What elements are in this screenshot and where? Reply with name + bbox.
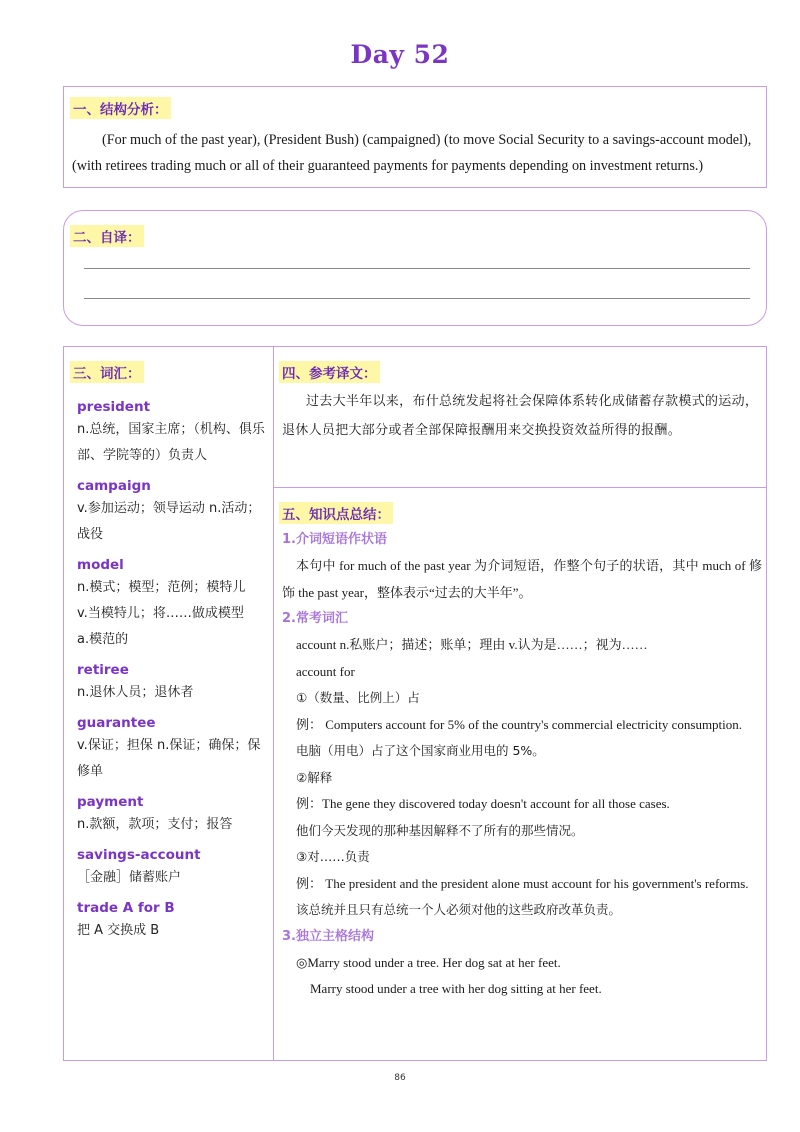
vocab-meaning: n.模式；模型；范例；模特儿 [77,580,246,595]
knowledge-summary-box [273,487,767,1061]
vocab-word: savings-account [77,847,201,863]
reference-translation-label: 四、参考译文： [279,361,380,383]
vocab-meaning: n.总统，国家主席；（机构、俱乐部、学院等的）负责人 [77,422,265,463]
vocab-word: retiree [77,662,129,678]
vocab-meaning: v.参加运动；领导运动 n.活动；战役 [77,501,261,542]
vocab-entry [77,792,269,838]
vocabulary-list [77,397,269,951]
example-translation: 他们今天发现的那种基因解释不了所有的那些情况。 [296,822,584,838]
paragraph: account n.私账户；描述；账单；理由 v.认为是……；视为…… [296,637,648,652]
vocab-meaning: 把 A 交换成 B [77,923,160,938]
vocab-word: president [77,399,151,415]
vocab-entry [77,555,269,653]
vocab-entry [77,713,269,785]
vocab-entry [77,397,269,469]
vocab-meaning: n.退休人员；退休者 [77,685,194,700]
page-number: 86 [394,1073,406,1083]
example-sentence: 例： The president and the president alone must account for his government's reforms. [296,875,749,891]
section-heading: 3.独立主格结构 [282,928,374,944]
vocab-meaning: a.模范的 [77,632,129,647]
paragraph: account for [296,663,355,679]
sense-heading: ③对……负责 [296,849,370,864]
vocab-word: campaign [77,478,151,494]
vocab-word: payment [77,794,144,810]
example-translation: 电脑（用电）占了这个国家商业用电的 5%。 [296,743,545,758]
knowledge-points [282,527,762,1003]
vocab-entry [77,845,269,891]
example-sentence: ◎Marry stood under a tree. Her dog sat at her feet. [296,954,561,970]
vocab-meaning: v.当模特儿；将……做成模型 [77,606,244,621]
example-sentence: Marry stood under a tree with her dog sitting at her feet. [310,981,602,996]
structure-analysis-box [63,86,767,188]
vocab-entry [77,898,269,944]
structure-analysis-label: 一、结构分析： [70,97,171,119]
vocab-meaning: ［金融］储蓄账户 [77,870,182,885]
vocab-word: guarantee [77,715,156,731]
sense-heading: ①（数量、比例上）占 [296,690,420,705]
vocab-meaning: n.款额，款项；支付；报答 [77,817,233,832]
sense-heading: ②解释 [296,769,333,785]
writing-line [84,268,750,269]
reference-translation-box [273,346,767,488]
vocab-meaning: v.保证；担保 n.保证；确保；保修单 [77,738,261,779]
structure-analysis-text: (For much of the past year), (President Bush) (campaigned) (to move Social Security to a savings-account model), (with retirees trading much or all of their guaranteed payments for payments depending on investment returns.) [72,132,752,174]
vocabulary-label: 三、词汇： [70,361,144,383]
page-title: Day 52 [350,40,450,69]
vocab-word: trade A for B [77,900,175,916]
section-heading: 1.介词短语作状语 [282,532,387,547]
example-translation: 该总统并且只有总统一个人必须对他的这些政府改革负责。 [296,902,622,917]
vocab-word: model [77,557,124,573]
writing-line [84,298,750,299]
example-sentence: 例： Computers account for 5% of the country's commercial electricity consumption. [296,716,743,732]
knowledge-summary-label: 五、知识点总结： [279,502,393,524]
vocab-entry [77,476,269,548]
vocabulary-box [63,346,274,1061]
example-sentence: 例：The gene they discovered today doesn't account for all those cases. [296,796,670,811]
self-translation-box [63,210,767,326]
self-translation-label: 二、自译： [70,225,144,247]
section-heading: 2.常考词汇 [282,611,348,626]
paragraph: 本句中 for much of the past year 为介词短语，作整个句子的状语，其中 much of 修饰 the past year，整体表示“过去的大半年”。 [282,558,762,600]
reference-translation-text: 过去大半年以来，布什总统发起将社会保障体系转化成储蓄存款模式的运动，退休人员把大部分或者全部保障报酬用来交换投资效益所得的报酬。 [282,394,759,438]
vocab-entry [77,660,269,706]
